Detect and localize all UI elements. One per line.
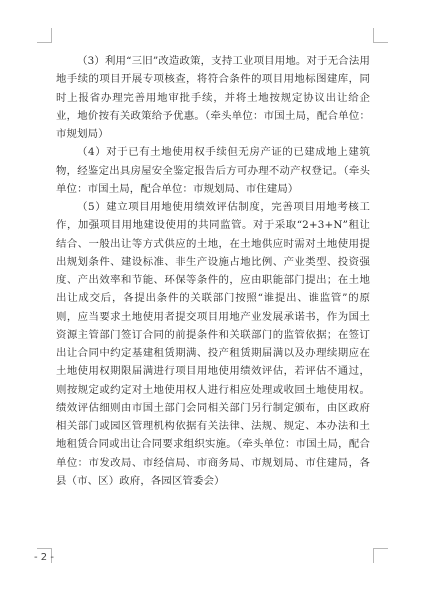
crop-mark-top-right — [373, 28, 388, 43]
paragraph-item-4[interactable]: （4）对于已有土地使用权手续但无房产证的已建成地上建筑物，经鉴定出具房屋安全鉴定报告后方可办理不动产权登记。（牵头单位：市国土局，配合单位：市规划局、市住建局） — [56, 146, 370, 195]
paragraph-item-3[interactable]: （3）利用“三旧”改造政策，支持工业项目用地。对于无合法用地手续的项目开展专项核查，将符合条件的项目用地标图建库，同时上报省办理完善用地审批手续，并将土地按规定协议出让给企业，地价按有关政策给予优惠。（牵头单位：市国土局，配合单位：市规划局） — [56, 55, 370, 140]
paragraph-item-5[interactable]: （5）建立项目用地使用绩效评估制度，完善项目用地考核工作，加强项目用地建设使用的共同监管。对于采取“2+3+N”租让结合、一般出让等方式供应的土地，在土地供应时需对土地使用提出规划条件、建设标准、非生产设施占地比例、产业类型、投资强度、产出效率和节能、环保等条件的，应由职能部门提出；在土地出让成交后，各提出条件的关联部门按照“谁提出、谁监管”的原则，应当要求土地使用者提交项目用地产业发展承诺书，作为国土资源主管部门签订合同的前提条件和关联部门的监管依据；在签订出让合同中约定基建租赁期满、投产租赁期届满以及办理续期应在土地使用权期限届满进行项目用地使用绩效评估，若评估不通过，则按规定或约定对土地使用权人进行相应处理或收回土地使用权。绩效评估细则由市国土部门会同相关部门另行制定颁布，由区政府相关部门或园区管理机构依据有关法律、法规、规定、本办法和土地租赁合同或出让合同要求组织实施。（牵头单位：市国土局，配合单位：市发改局、市经信局、市商务局、市规划局、市住建局，各县（市、区）政府，各园区管委会） — [56, 201, 370, 487]
crop-mark-top-left — [37, 28, 52, 43]
crop-mark-bottom-right — [373, 548, 388, 563]
page-number: - 2 - — [34, 552, 54, 563]
document-body[interactable] — [56, 52, 370, 490]
